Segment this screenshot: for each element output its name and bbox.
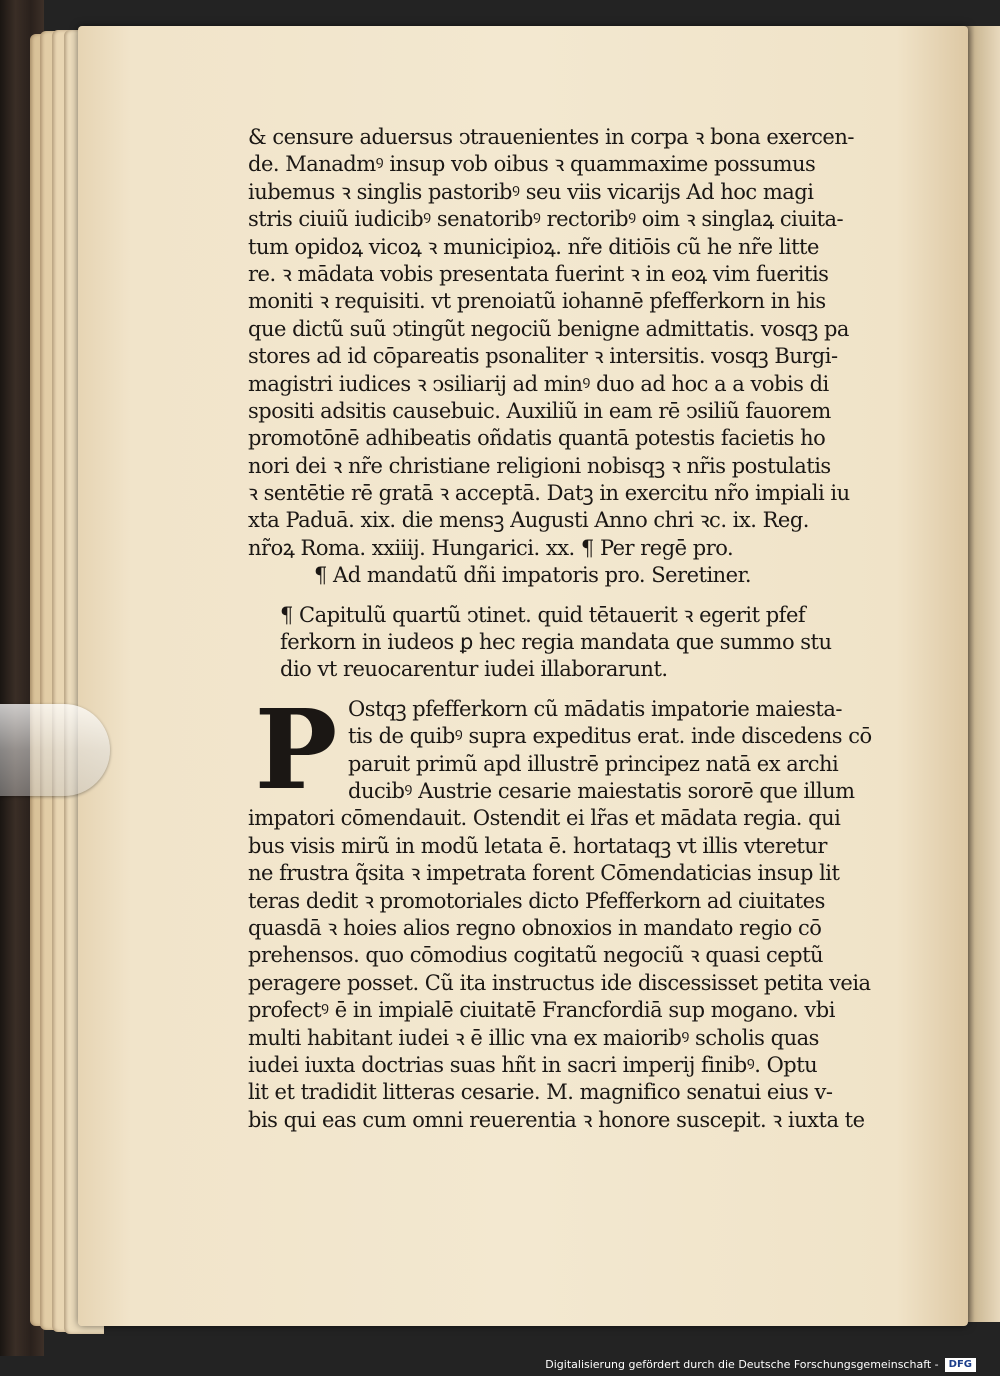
text-line: spositi adsitis causebuic. Auxiliũ in eam rē ↄsiliũ fauorem [248, 398, 831, 423]
heading-line: dio vt reuocarentur iudei illaborarunt. [280, 657, 668, 682]
paragraph-mandate [248, 124, 898, 562]
text-line: profectꝰ ē in impialē ciuitatē Francfordiā sup mogano. vbi [248, 998, 835, 1023]
text-line: multi habitant iudei ꝛ ē illic vna ex maioribꝰ scholis quas [248, 1025, 819, 1050]
digitization-credit [545, 1356, 976, 1374]
text-line: tum opidoꝝ vicoꝝ ꝛ municipioꝝ. nr̃e ditiōis cũ he nr̃e litte [248, 234, 819, 259]
credit-text: Digitalisierung gefördert durch die Deutsche Forschungsgemeinschaft - [545, 1358, 939, 1371]
text-line: ꝛ sentētie rē gratā ꝛ acceptā. Datꝫ in exercitu nr̃o impiali iu [248, 481, 850, 506]
text-line: bis qui eas cum omni reuerentia ꝛ honore suscepit. ꝛ iuxta te [248, 1107, 865, 1132]
paragraph-chapter-body [248, 684, 898, 1134]
text-line: stris ciuiũ iudicibꝰ senatoribꝰ rectoribꝰ oim ꝛ singlaꝝ ciuita- [248, 207, 844, 232]
text-line: nori dei ꝛ nr̃e christiane religioni nobisqꝫ ꝛ nr̃is postulatis [248, 453, 831, 478]
text-line: paruit primũ apd illustrē principez natā ex archi [348, 751, 839, 776]
text-line: lit et tradidit litteras cesarie. M. magnifico senatui eius v- [248, 1080, 833, 1105]
text-line: de. Manadmꝰ insup vob oibus ꝛ quammaxime possumus [248, 152, 816, 177]
text-line: moniti ꝛ requisiti. vt prenoiatũ iohannē pfefferkorn in his [248, 289, 826, 314]
page-clip [0, 704, 110, 796]
text-line: stores ad id cōpareatis psonaliter ꝛ intersitis. vosqꝫ Burgi- [248, 344, 838, 369]
text-line: quasdā ꝛ hoies alios regno obnoxios in mandato regio cō [248, 915, 822, 940]
text-line: bus visis mirũ in modũ letata ē. hortataqꝫ vt illis vteretur [248, 833, 827, 858]
decorated-initial: P [254, 684, 338, 814]
next-page-edge [964, 26, 1000, 1322]
text-line: iudei iuxta doctrias suas hñt in sacri imperij finibꝰ. Optu [248, 1052, 818, 1077]
text-line: peragere posset. Cũ ita instructus ide discessisset petita veia [248, 970, 871, 995]
heading-line: ¶ Capitulũ quartũ ↄtinet. quid tētauerit ꝛ egerit pfef [280, 602, 806, 627]
text-line: impatori cōmendauit. Ostendit ei lr̃as et mādata regia. qui [248, 806, 841, 831]
text-line: magistri iudices ꝛ ↄsiliarij ad minꝰ duo ad hoc a a vobis di [248, 371, 829, 396]
text-line: re. ꝛ mādata vobis presentata fuerint ꝛ in eoꝝ vim fueritis [248, 261, 829, 286]
chapter-heading [248, 602, 898, 684]
text-line: nr̃oꝝ Roma. xxiiij. Hungarici. xx. ¶ Per regē pro. [248, 535, 734, 560]
text-line: iubemus ꝛ singlis pastoribꝰ seu viis vicarijs Ad hoc magi [248, 179, 814, 204]
text-line: & censure aduersus ↄtrauenientes in corpa ꝛ bona exercen- [248, 125, 854, 149]
dfg-logo: DFG [945, 1358, 976, 1372]
text-line: ne frustra q̃sita ꝛ impetrata forent Cōmendaticias insup lit [248, 861, 840, 886]
text-line: promotōnē adhibeatis oñdatis quantā potestis facietis ho [248, 426, 826, 451]
heading-line: ferkorn in iudeos ꝑ hec regia mandata que summo stu [280, 630, 832, 655]
text-line: prehensos. quo cōmodius cogitatũ negociũ ꝛ quasi ceptũ [248, 943, 824, 968]
signature-line: ¶ Ad mandatũ dñi impatoris pro. Seretiner. [314, 563, 752, 588]
text-block [248, 124, 898, 1134]
text-line: que dictũ suũ ↄtingũt negociũ benigne admittatis. vosqꝫ pa [248, 316, 849, 341]
text-line: xta Paduā. xix. die mensꝫ Augusti Anno chri ꝛc. ix. Reg. [248, 508, 809, 533]
text-line: Ostqꝫ pfefferkorn cũ mādatis impatorie maiesta- [348, 696, 842, 721]
text-line: tis de quibꝰ supra expeditus erat. inde discedens cō [348, 724, 872, 749]
text-line: teras dedit ꝛ promotoriales dicto Pfefferkorn ad ciuitates [248, 888, 825, 913]
text-line: ducibꝰ Austrie cesarie maiestatis sororē que illum [348, 778, 855, 803]
